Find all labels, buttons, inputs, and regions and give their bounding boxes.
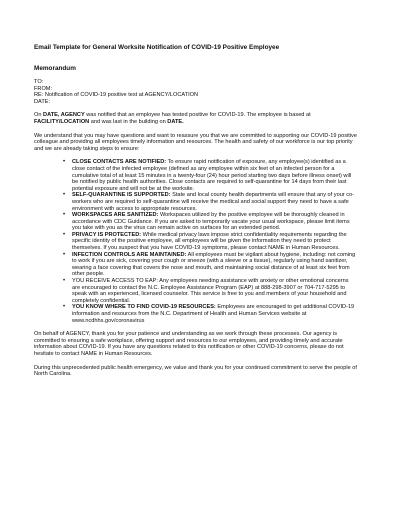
document-title: Email Template for General Worksite Notification of COVID-19 Positive Employee	[34, 44, 280, 51]
to-line: TO:	[34, 79, 44, 85]
list-item-heading: YOU KNOW WHERE TO FIND COVID-19 RESOURCES:	[72, 304, 216, 311]
bullet-icon: •	[63, 192, 66, 199]
p1-text-c: was notified that an employee has tested positive for COVID-19. The employee is based at	[84, 112, 311, 119]
list-item-heading: INFECTION CONTROLS ARE MAINTAINED:	[72, 251, 187, 258]
list-item-heading: CLOSE CONTACTS ARE NOTIFIED:	[72, 159, 167, 166]
list-item	[63, 251, 358, 278]
list-item	[63, 231, 358, 252]
from-line: FROM:	[34, 85, 53, 92]
p1-text-d: and was last in the building on	[89, 118, 168, 125]
memorandum-heading: Memorandum	[34, 65, 76, 72]
p1-bold-date-agency: DATE, AGENCY	[43, 112, 85, 119]
list-item-text: To ensure rapid notification of exposure, any employee(s) identified as a close contact of the infected employee (defined as any employee within six feet of an infected person for a cumulative total of at least 15 minutes in a twenty-four (24) hour period starting two days before illness onset) will be notified by public health authorities. Close contacts are required to self-quarantine for 14 days from their last potential exposure and will not be at the worksite.	[72, 159, 352, 192]
list-item	[63, 212, 358, 232]
list-item-text: Workspaces utilized by the positive employee will be thoroughly cleaned in accordance with CDC Guidance. If you are asked to temporarily vacate your usual workspace, please limit items you take with you as the virus can remain active on surfaces for an extended period.	[72, 212, 350, 232]
bullet-icon: •	[63, 304, 66, 311]
list-item	[63, 304, 358, 324]
bullet-icon: •	[63, 212, 66, 219]
reassurance-paragraph: We understand that you may have questions and want to reassure you that we are committed to supporting our COVID-19 positive colleague and providing all employees timely information and resources. The health and safety of our workforce is our top priority and we are already taking steps to ensure:	[34, 132, 357, 152]
bullet-icon: •	[63, 251, 66, 258]
list-item-text: All employees must be vigilant about hygiene, including: not coming to work if you are sick, covering your cough or sneeze (with a sleeve or a tissue), regularly using hand sanitizer, wearing a face covering that covers the nose and mouth, and maintaining social distance of at least six feet from other people.	[72, 251, 356, 278]
closing-paragraph: On behalf of AGENCY, thank you for your patience and understanding as we work through these processes. Our agency is committed to ensuring a safe workplace, offering support and resources to our employees, and providing timely and accurate information about COVID-19. If you have any questions related to this notification or other COVID-19 concerns, please do not hesitate to contact NAME in Human Resources.	[34, 331, 344, 357]
p1-text-a: On	[34, 112, 44, 119]
list-item-text: While medical privacy laws impose strict confidentiality requirements regarding the specific identity of the positive employee, all employees will be given the information they need to protect themselves. If you suspect that you have COVID-19 symptoms, please contact NAME in Human Resources.	[72, 231, 347, 252]
bullet-icon: •	[63, 159, 66, 166]
list-item-heading: SELF-QUARANTINE IS SUPPORTED:	[72, 192, 171, 199]
steps-list	[34, 159, 358, 324]
notification-paragraph	[34, 112, 358, 125]
p1-bold-facility: FACILITY/LOCATION	[34, 118, 90, 125]
list-item	[63, 192, 358, 212]
date-line: DATE:	[34, 98, 51, 105]
bullet-icon: •	[63, 278, 66, 285]
list-item-text: State and local county health departments will ensure that any of your co-workers who are required to self-quarantine will receive the medical and social support they need to have a safe environment with access to appropriate resources.	[72, 192, 354, 212]
list-item-text: YOU RECEIVE ACCESS TO EAP: Any employees needing assistance with anxiety or other emotional concerns are encouraged to contact the N.C. Employee Assistance Program (EAP) at 888-298-3907 or 704-717-5295 to speak with an experienced, licensed counselor. This service is free to you and members of your household and completely confidential.	[72, 278, 349, 304]
list-item-heading: WORKSPACES ARE SANITIZED:	[72, 212, 159, 219]
list-item	[63, 159, 358, 192]
memo-header	[34, 79, 358, 105]
bullet-icon: •	[63, 231, 66, 238]
list-item-heading: PRIVACY IS PROTECTED:	[72, 231, 142, 238]
re-line: RE: Notification of COVID-19 positive test at AGENCY/LOCATION	[34, 92, 199, 99]
final-paragraph: During this unprecedented public health emergency, we value and thank you for your continued commitment to serve the people of North Carolina.	[34, 364, 357, 378]
list-item	[63, 278, 358, 304]
list-item-text: Employees are encouraged to get additional COVID-19 information and resources from the N.C. Department of Health and Human Services website at www.ncdhhs.gov/coronavirus	[72, 304, 355, 324]
p1-bold-date: DATE.	[167, 118, 184, 125]
